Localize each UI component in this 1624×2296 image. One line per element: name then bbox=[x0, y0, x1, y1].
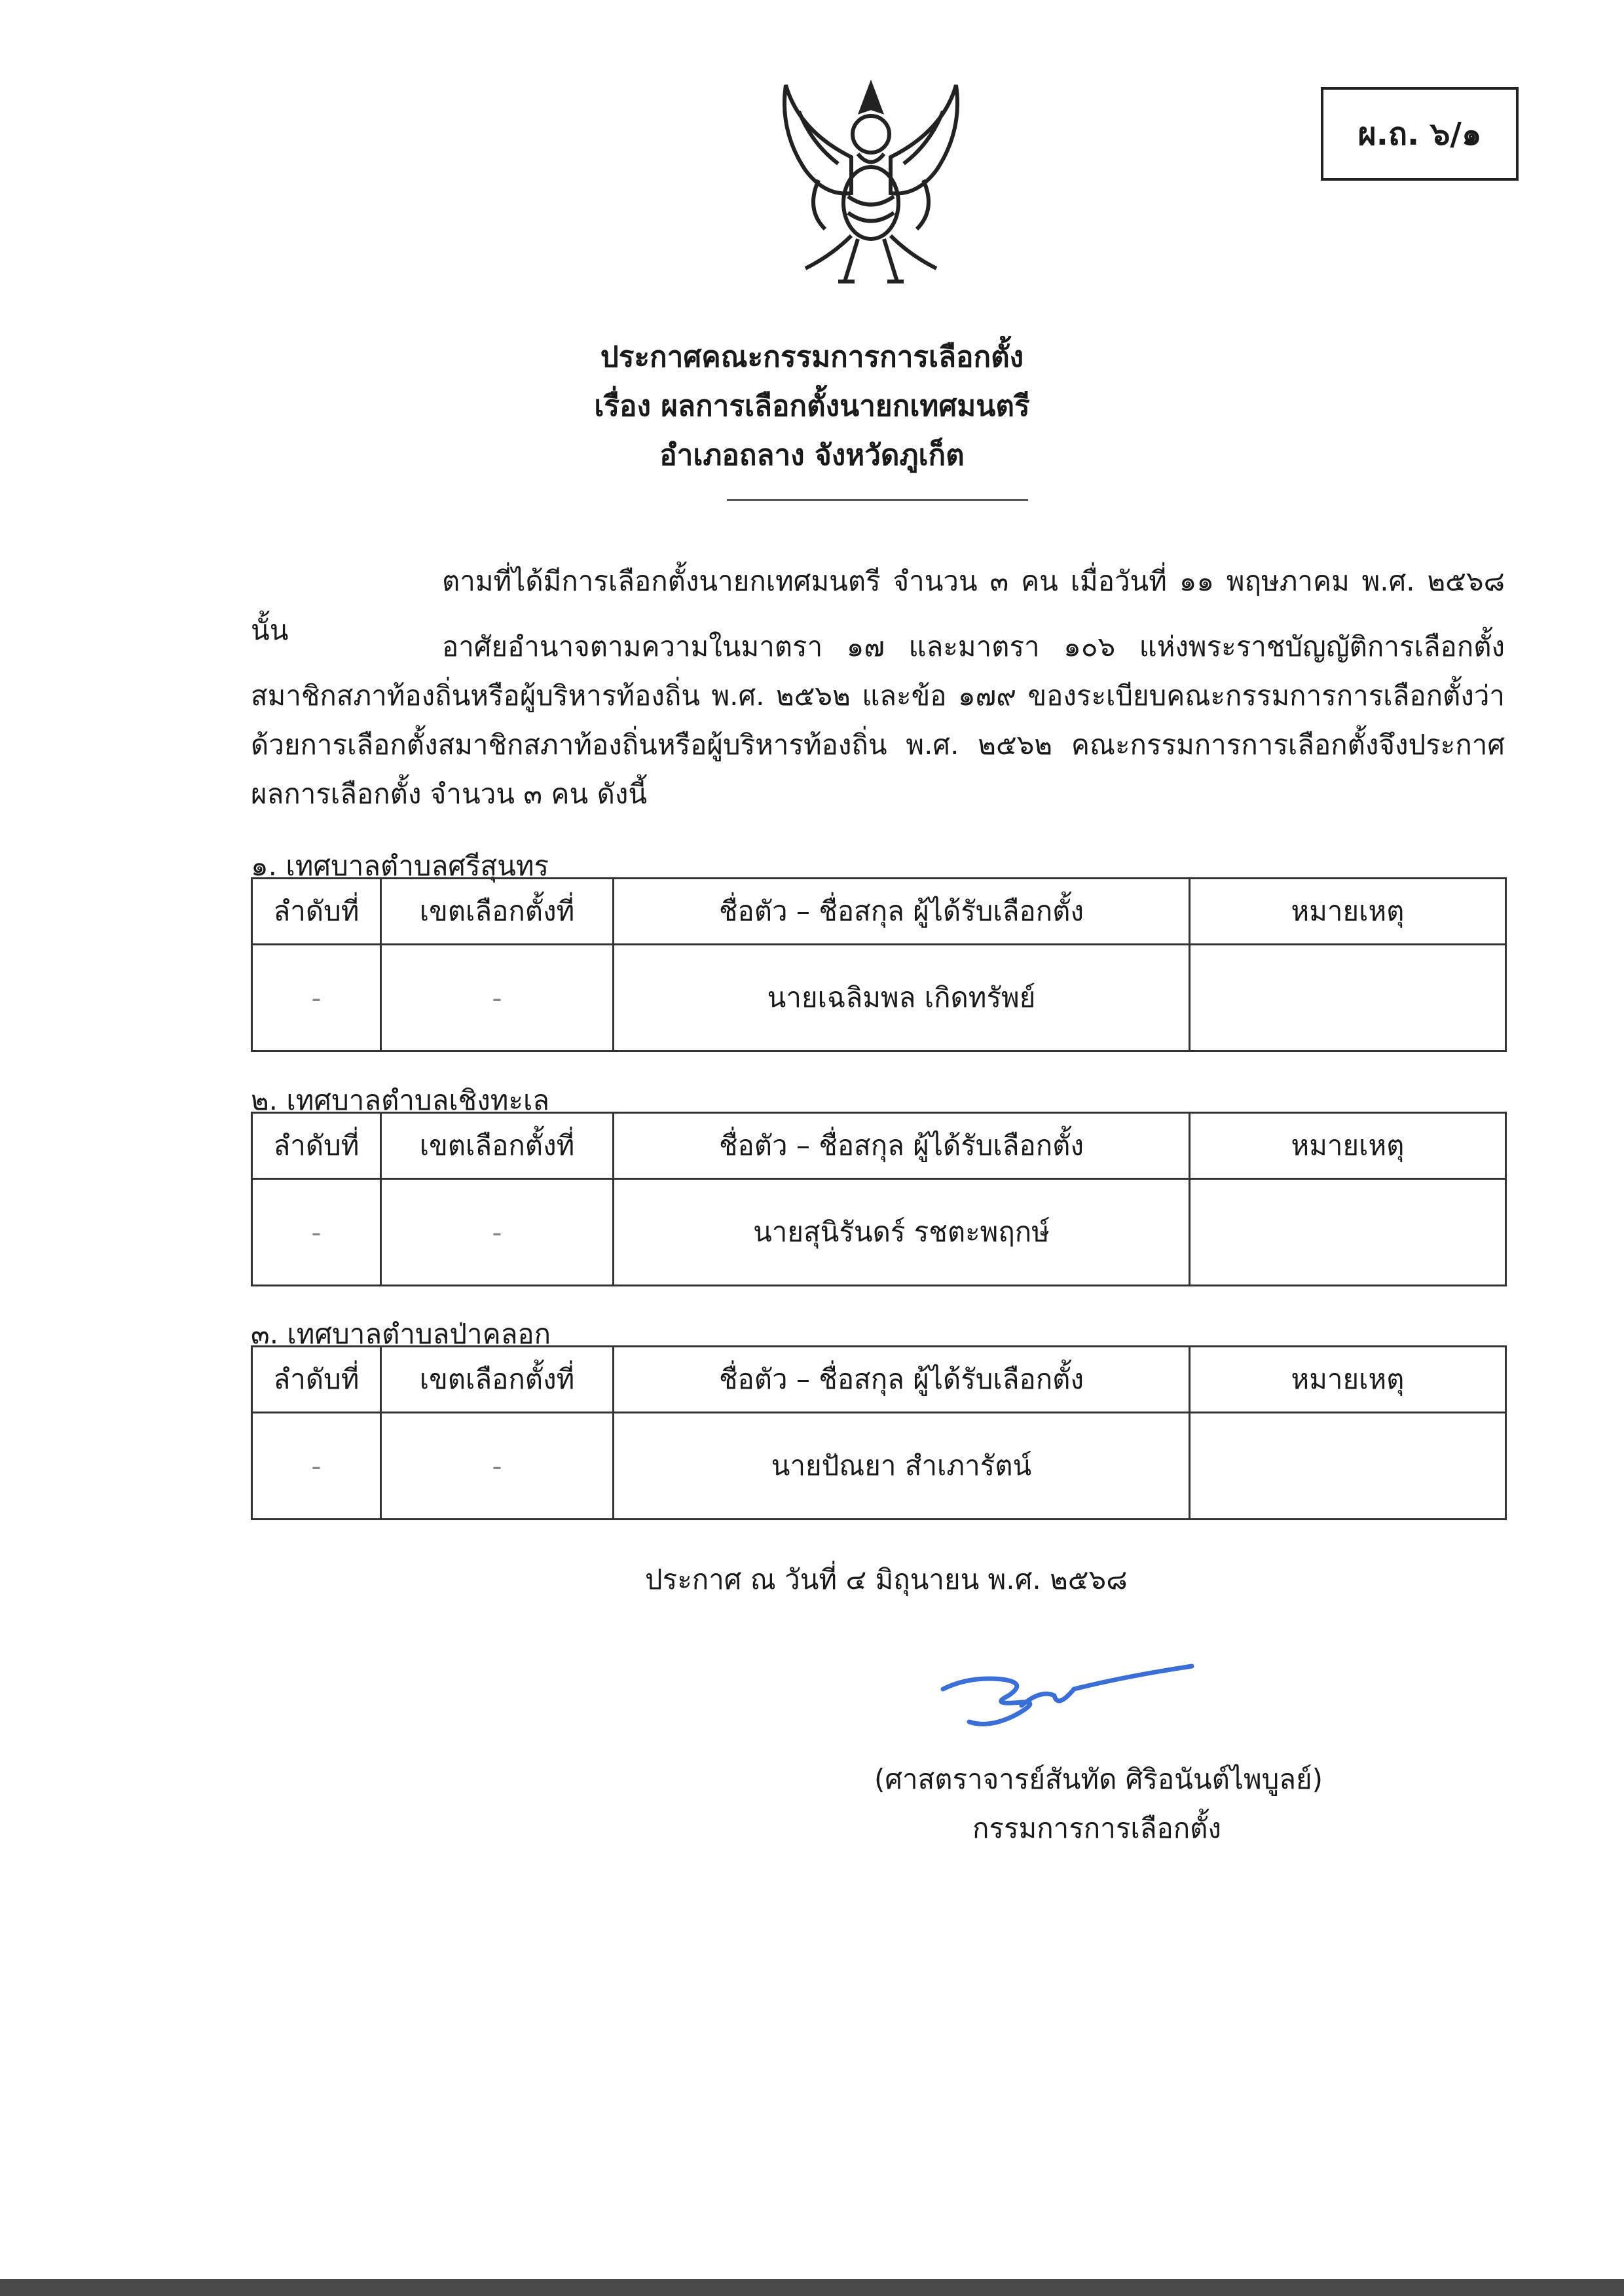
results-table-1 bbox=[251, 877, 1507, 1052]
district-cell: - bbox=[381, 945, 614, 1051]
col-remark-header: หมายเหตุ bbox=[1190, 1113, 1506, 1179]
col-remark-header: หมายเหตุ bbox=[1190, 879, 1506, 945]
intro-paragraph: ตามที่ได้มีการเลือกตั้งนายกเทศมนตรี จำนวน ๓ คน เมื่อวันที่ ๑๑ พฤษภาคม พ.ศ. ๒๕๖๘ นั้น bbox=[251, 565, 1505, 646]
announcement-date: ประกาศ ณ วันที่ ๔ มิถุนายน พ.ศ. ๒๕๖๘ bbox=[645, 1563, 1128, 1595]
order-cell: - bbox=[252, 1413, 381, 1520]
results-table-3 bbox=[251, 1345, 1507, 1520]
district-cell: - bbox=[381, 1413, 614, 1520]
col-name-header: ชื่อตัว – ชื่อสกุล ผู้ได้รับเลือกตั้ง bbox=[614, 1347, 1190, 1413]
col-district-header: เขตเลือกตั้งที่ bbox=[381, 879, 614, 945]
table-row bbox=[252, 945, 1506, 1051]
section-title-2: ๒. เทศบาลตำบลเชิงทะเล bbox=[251, 1084, 550, 1116]
header-divider bbox=[727, 499, 1028, 501]
col-district-header: เขตเลือกตั้งที่ bbox=[381, 1347, 614, 1413]
results-table-2 bbox=[251, 1112, 1507, 1286]
remark-cell bbox=[1190, 1179, 1506, 1286]
col-order-header: ลำดับที่ bbox=[252, 879, 381, 945]
remark-cell bbox=[1190, 945, 1506, 1051]
table-row bbox=[252, 1413, 1506, 1520]
col-district-header: เขตเลือกตั้งที่ bbox=[381, 1113, 614, 1179]
table-header-row bbox=[252, 1113, 1506, 1179]
announcement-location: อำเภอถลาง จังหวัดภูเก็ต bbox=[659, 439, 965, 472]
col-remark-header: หมายเหตุ bbox=[1190, 1347, 1506, 1413]
district-cell: - bbox=[381, 1179, 614, 1286]
signature-icon bbox=[930, 1650, 1205, 1735]
signer-name: (ศาสตราจารย์สันทัด ศิริอนันต์ไพบูลย์) bbox=[874, 1763, 1323, 1795]
garuda-emblem-icon bbox=[760, 72, 982, 295]
elected-name-cell: นายเฉลิมพล เกิดทรัพย์ bbox=[614, 945, 1190, 1051]
remark-cell bbox=[1190, 1413, 1506, 1520]
section-title-3: ๓. เทศบาลตำบลป่าคลอก bbox=[251, 1318, 551, 1350]
table-header-row bbox=[252, 879, 1506, 945]
col-name-header: ชื่อตัว – ชื่อสกุล ผู้ได้รับเลือกตั้ง bbox=[614, 1113, 1190, 1179]
col-name-header: ชื่อตัว – ชื่อสกุล ผู้ได้รับเลือกตั้ง bbox=[614, 879, 1190, 945]
form-code-box: ผ.ถ. ๖/๑ bbox=[1321, 87, 1519, 181]
elected-name-cell: นายสุนิรันดร์ รชตะพฤกษ์ bbox=[614, 1179, 1190, 1286]
authority-paragraph: อาศัยอำนาจตามความในมาตรา ๑๗ และมาตรา ๑๐๖ แห่งพระราชบัญญัติการเลือกตั้งสมาชิกสภาท้องถิ่นหรือผู้บริหารท้องถิ่น พ.ศ. ๒๕๖๒ และข้อ ๑๗๙ ของระเบียบคณะกรรมการการเลือกตั้งว่าด้วยการเลือกตั้งสมาชิกสภาท้องถิ่นหรือผู้บริหารท้องถิ่น พ.ศ. ๒๕๖๒ คณะกรรมการการเลือกตั้งจึงประกาศผลการเลือกตั้ง จำนวน ๓ คน ดังนี้ bbox=[251, 630, 1505, 810]
table-header-row bbox=[252, 1347, 1506, 1413]
announcement-title: ประกาศคณะกรรมการการเลือกตั้ง bbox=[600, 340, 1024, 374]
elected-name-cell: นายปัณยา สำเภารัตน์ bbox=[614, 1413, 1190, 1520]
signer-position: กรรมการการเลือกตั้ง bbox=[972, 1812, 1221, 1844]
order-cell: - bbox=[252, 1179, 381, 1286]
announcement-subject: เรื่อง ผลการเลือกตั้งนายกเทศมนตรี bbox=[594, 390, 1030, 423]
scan-bottom-border bbox=[0, 2279, 1624, 2296]
table-row bbox=[252, 1179, 1506, 1286]
order-cell: - bbox=[252, 945, 381, 1051]
col-order-header: ลำดับที่ bbox=[252, 1347, 381, 1413]
section-title-1: ๑. เทศบาลตำบลศรีสุนทร bbox=[251, 850, 549, 882]
col-order-header: ลำดับที่ bbox=[252, 1113, 381, 1179]
